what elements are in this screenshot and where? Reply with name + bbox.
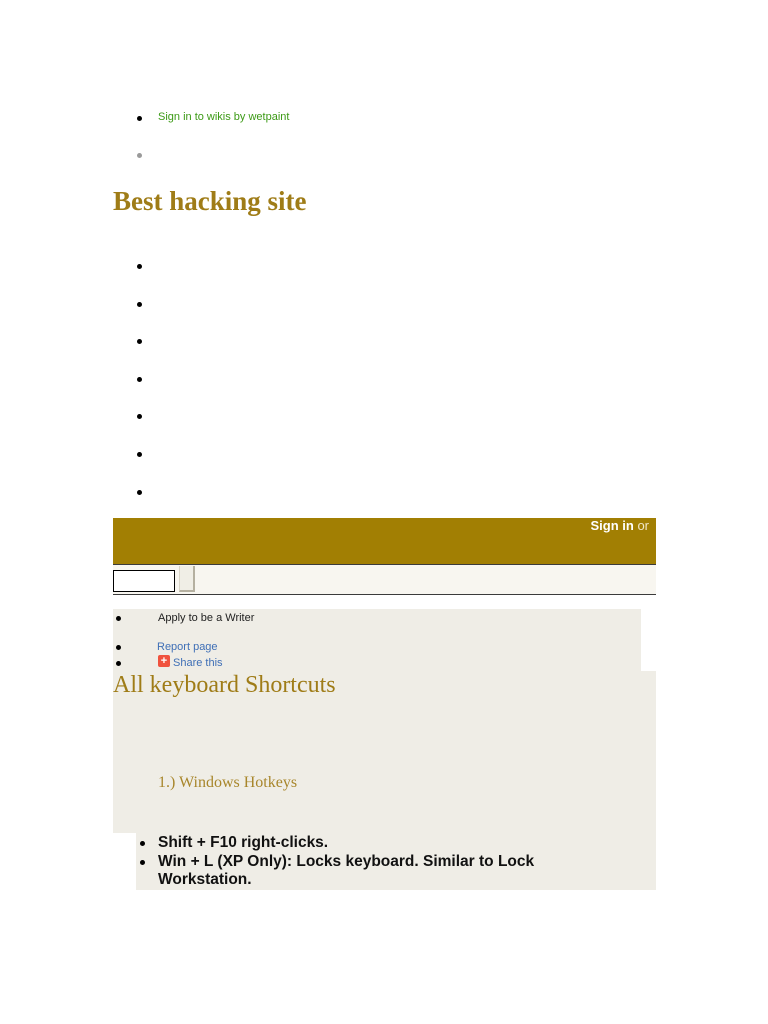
list-bullet (116, 645, 121, 650)
search-bar (113, 564, 656, 595)
list-bullet (137, 153, 142, 158)
shortcut-item: Shift + F10 right-clicks. (158, 834, 329, 851)
page-heading: All keyboard Shortcuts (113, 672, 336, 698)
search-input[interactable] (113, 570, 175, 592)
sign-in-link[interactable]: Sign in (590, 518, 634, 533)
list-bullet (137, 116, 142, 121)
sign-in-wikis-link[interactable]: Sign in to wikis by wetpaint (158, 111, 290, 123)
plus-icon[interactable]: + (158, 655, 170, 667)
apply-writer-link[interactable]: Apply to be a Writer (158, 612, 255, 624)
list-bullet (116, 661, 121, 666)
or-text: or (637, 518, 649, 533)
header-bar (113, 518, 656, 564)
nav-bullet (137, 339, 142, 344)
search-button[interactable] (179, 566, 195, 592)
shortcut-item: Win + L (XP Only): Locks keyboard. Similar to Lock Workstation. (158, 853, 535, 888)
section-heading: 1.) Windows Hotkeys (158, 774, 298, 791)
nav-bullet (137, 302, 142, 307)
nav-bullet (137, 264, 142, 269)
report-page-link[interactable]: Report page (157, 641, 218, 653)
nav-bullet (137, 377, 142, 382)
nav-bullet (137, 452, 142, 457)
nav-bullet (137, 414, 142, 419)
nav-bullet (137, 490, 142, 495)
auth-links (590, 518, 649, 533)
list-bullet (140, 841, 145, 846)
list-bullet (116, 616, 121, 621)
list-bullet (140, 860, 145, 865)
site-title: Best hacking site (113, 186, 307, 216)
share-this-link[interactable]: Share this (173, 657, 223, 669)
